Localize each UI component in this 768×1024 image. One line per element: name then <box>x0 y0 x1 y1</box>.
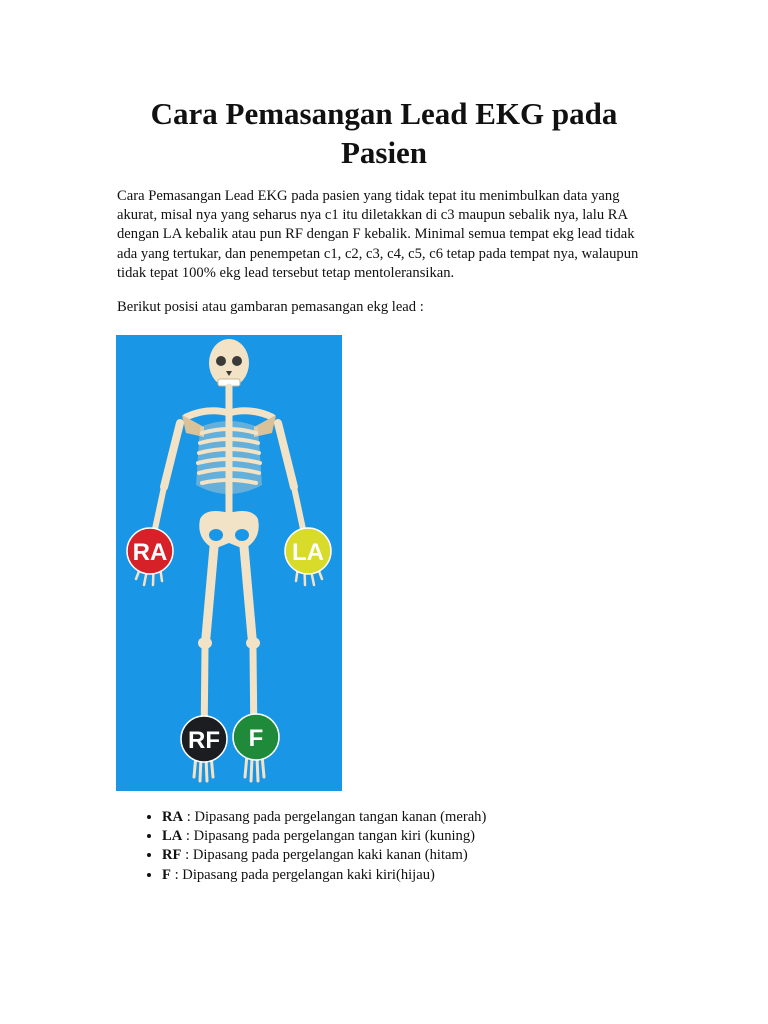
lead-description: : Dipasang pada pergelangan kaki kanan (hitam) <box>181 847 468 864</box>
lead-description: : Dipasang pada pergelangan tangan kiri (kuning) <box>182 828 476 845</box>
skeleton-figure <box>116 335 342 791</box>
marker-ra <box>127 528 173 574</box>
lead-code: RA <box>162 809 184 825</box>
marker-la-label: LA <box>292 539 324 566</box>
lead-code: F <box>162 866 171 883</box>
list-item <box>162 808 486 827</box>
marker-la <box>285 528 331 574</box>
lead-code: LA <box>162 828 183 845</box>
skeleton-illustration <box>116 335 342 791</box>
marker-ra-label: RA <box>132 539 168 566</box>
marker-rf-label: RF <box>188 727 220 754</box>
lead-code: RF <box>162 847 182 864</box>
list-item <box>162 866 486 885</box>
marker-f <box>233 714 279 760</box>
marker-f-label: F <box>248 725 264 752</box>
list-item <box>162 827 486 846</box>
lead-description: : Dipasang pada pergelangan kaki kiri(hijau) <box>170 866 435 883</box>
lead-in-paragraph: Berikut posisi atau gambaran pemasangan ekg lead : <box>117 299 424 315</box>
list-item <box>162 846 486 865</box>
marker-rf <box>181 716 227 762</box>
page-title: Cara Pemasangan Lead EKG pada Pasien <box>150 96 618 170</box>
lead-list <box>144 808 486 885</box>
lead-description: : Dipasang pada pergelangan tangan kanan (merah) <box>183 809 487 825</box>
intro-paragraph: Cara Pemasangan Lead EKG pada pasien yang tidak tepat itu menimbulkan data yang akurat, misal nya yang seharus nya c1 itu diletakkan di c3 maupun sebalik nya, lalu RA dengan LA kebalik atau pun RF dengan F kebalik. Minimal semua tempat ekg lead tidak ada yang tertukar, dan penempetan c1, c2, c3, c4, c5, c6 tetap pada tempat nya, walaupun tidak tepat 100% ekg lead tersebut tetap mentoleransikan. <box>117 188 639 281</box>
